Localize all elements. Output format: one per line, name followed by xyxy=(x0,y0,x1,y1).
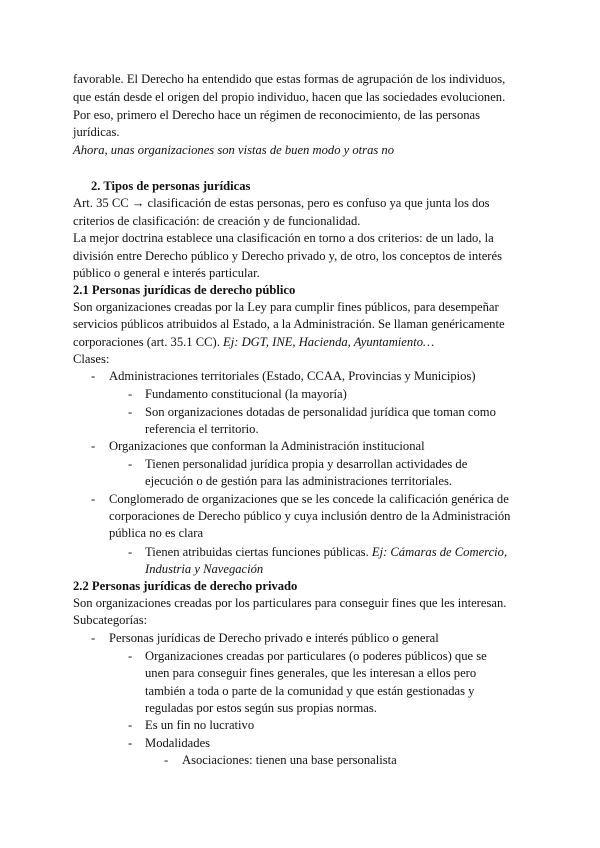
bullet-dash: - xyxy=(128,457,133,471)
paragraph-line: Son organizaciones creadas por los particulares para conseguir fines que les interesan. xyxy=(73,596,507,610)
bullet-dash: - xyxy=(91,492,96,506)
bullet-dash: - xyxy=(128,545,133,559)
subsection-heading: 2.2 Personas jurídicas de derecho privado xyxy=(73,579,298,593)
intro-line: Por eso, primero el Derecho hace un régimen de reconocimiento, de las personas xyxy=(73,108,481,122)
paragraph-line: criterios de clasificación: de creación y de funcionalidad. xyxy=(73,214,361,228)
clases-label: Clases: xyxy=(73,352,110,366)
example-text: Ej: DGT, INE, Hacienda, Ayuntamiento… xyxy=(223,335,435,349)
paragraph-line-example xyxy=(73,334,434,350)
paragraph-line: Art. 35 CC → clasificación de estas personas, pero es confuso ya que junta los dos xyxy=(73,196,490,210)
paragraph-text: corporaciones (art. 35.1 CC). xyxy=(73,335,224,349)
list-item: Administraciones territoriales (Estado, CCAA, Provincias y Municipios) xyxy=(109,369,476,383)
list-subitem: también a toda o parte de la comunidad y que están gestionadas y xyxy=(145,684,475,698)
intro-line: favorable. El Derecho ha entendido que estas formas de agrupación de los individuos, xyxy=(73,72,506,86)
list-subitem: referencia el territorio. xyxy=(145,422,259,436)
list-item: Conglomerado de organizaciones que se les concede la calificación genérica de xyxy=(109,492,509,506)
bullet-dash: - xyxy=(164,753,169,767)
list-subitem: ejecución o de gestión para las administraciones territoriales. xyxy=(145,474,453,488)
bullet-dash: - xyxy=(128,649,133,663)
paragraph-line: división entre Derecho público y Derecho privado y, de otro, los conceptos de interés xyxy=(73,249,502,263)
list-subitem: Son organizaciones dotadas de personalidad jurídica que toman como xyxy=(145,405,496,419)
example-text: Industria y Navegación xyxy=(145,562,264,576)
list-subitem: Fundamento constitucional (la mayoría) xyxy=(145,387,347,401)
list-subitem: Modalidades xyxy=(145,736,211,750)
bullet-dash: - xyxy=(91,369,96,383)
list-item: Personas jurídicas de Derecho privado e interés público o general xyxy=(109,631,439,645)
example-text: Ej: Cámaras de Comercio, xyxy=(371,545,508,559)
paragraph-line: Subcategorías: xyxy=(73,613,148,627)
paragraph-line: Son organizaciones creadas por la Ley para cumplir fines públicos, para desempeñar xyxy=(73,300,499,314)
bullet-dash: - xyxy=(128,718,133,732)
list-subitem: unen para conseguir fines generales, que les interesan a ellos pero xyxy=(145,666,477,680)
list-subitem: Es un fin no lucrativo xyxy=(145,718,255,732)
bullet-dash: - xyxy=(128,736,133,750)
list-subitem-example xyxy=(145,544,507,560)
bullet-dash: - xyxy=(91,439,96,453)
bullet-dash: - xyxy=(128,405,133,419)
intro-line: jurídicas. xyxy=(73,125,120,139)
bullet-dash: - xyxy=(91,631,96,645)
paragraph-line: La mejor doctrina establece una clasificación en torno a dos criterios: de un lado, la xyxy=(73,231,494,245)
subsection-heading: 2.1 Personas jurídicas de derecho público xyxy=(73,283,296,297)
paragraph-text: Tienen atribuidas ciertas funciones públicas. xyxy=(145,545,372,559)
intro-line: que están desde el origen del propio individuo, hacen que las sociedades evolucionen. xyxy=(73,90,506,104)
paragraph-line: público o general e interés particular. xyxy=(73,266,260,280)
list-item: Organizaciones que conforman la Administración institucional xyxy=(109,439,425,453)
list-item: pública no es clara xyxy=(109,526,204,540)
list-subsubitem: Asociaciones: tienen una base personalista xyxy=(182,753,397,767)
section-heading: 2. Tipos de personas jurídicas xyxy=(91,179,251,193)
intro-italic-line: Ahora, unas organizaciones son vistas de buen modo y otras no xyxy=(73,143,395,157)
list-item: corporaciones de Derecho público y cuya inclusión dentro de la Administración xyxy=(109,509,511,523)
paragraph-line: servicios públicos atribuidos al Estado, a la Administración. Se llaman genéricamente xyxy=(73,317,505,331)
bullet-dash: - xyxy=(128,387,133,401)
list-subitem: Tienen personalidad jurídica propia y desarrollan actividades de xyxy=(145,457,468,471)
list-subitem: Organizaciones creadas por particulares (o poderes públicos) que se xyxy=(145,649,487,663)
list-subitem: reguladas por estos según sus propias normas. xyxy=(145,701,377,715)
